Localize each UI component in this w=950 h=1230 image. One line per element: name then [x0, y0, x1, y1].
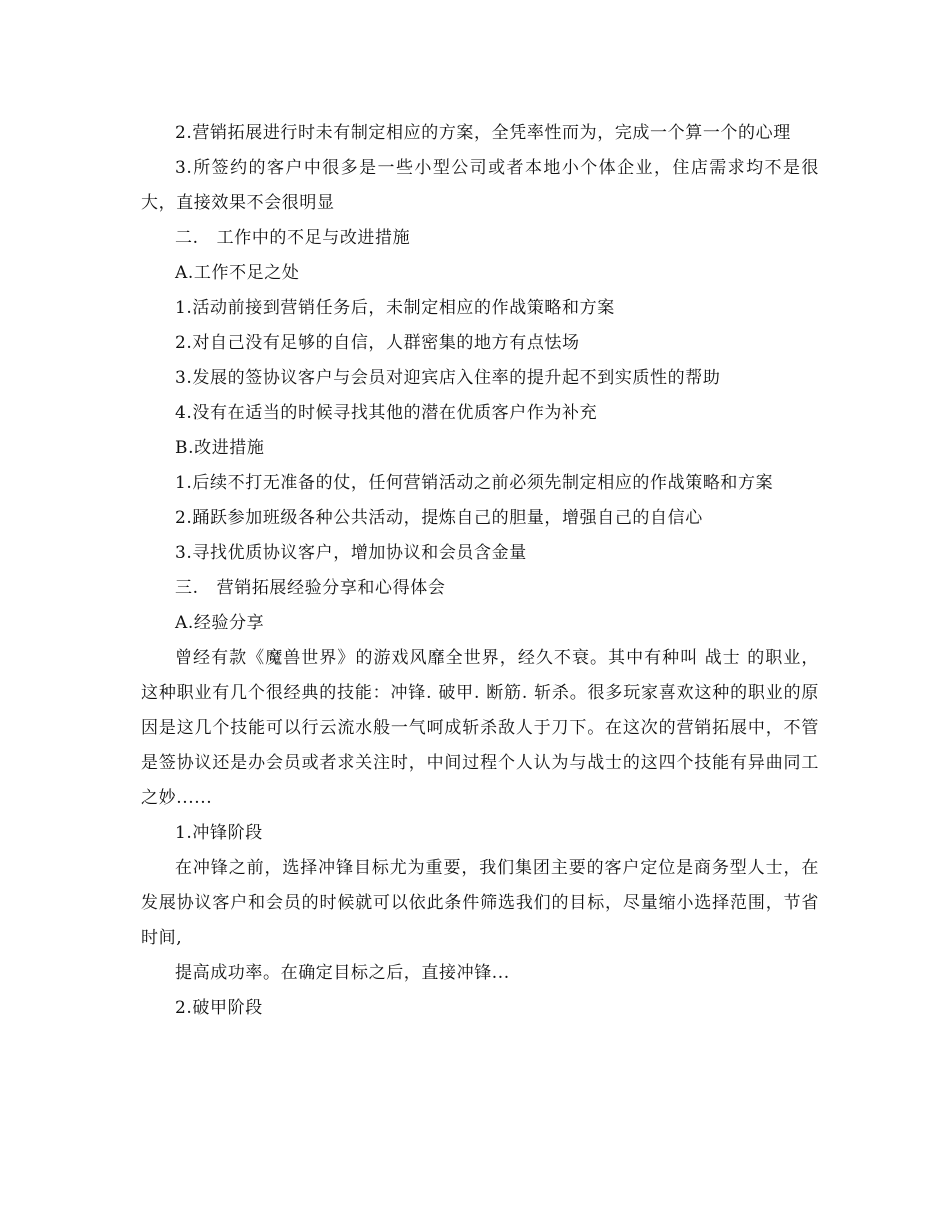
- subheading-improvements: B.改进措施: [175, 438, 265, 458]
- list-item-improvement-1: 1.后续不打无准备的仗，任何营销活动之前必须先制定相应的作战策略和方案: [175, 473, 774, 493]
- list-item-shortcoming-3: 3.发展的签协议客户与会员对迎宾店入住率的提升起不到实质性的帮助: [175, 368, 721, 388]
- paragraph-plan-lacking: 2.营销拓展进行时未有制定相应的方案，全凭率性而为，完成一个算一个的心理: [175, 123, 791, 143]
- document-body: [141, 116, 819, 1026]
- subheading-charge-stage: 1.冲锋阶段: [175, 823, 263, 843]
- section-heading-experience: 三. 营销拓展经验分享和心得体会: [175, 578, 446, 598]
- list-item-shortcoming-4: 4.没有在适当的时候寻找其他的潜在优质客户作为补充: [175, 403, 598, 423]
- subheading-armor-break-stage: 2.破甲阶段: [175, 998, 263, 1018]
- paragraph-small-clients: 3.所签约的客户中很多是一些小型公司或者本地小个体企业，住店需求均不是很大，直接效果不会很明显: [141, 158, 819, 213]
- subheading-shortcomings: A.工作不足之处: [175, 263, 300, 283]
- paragraph-charge-success: 提高成功率。在确定目标之后，直接冲锋...: [175, 963, 510, 983]
- list-item-shortcoming-1: 1.活动前接到营销任务后，未制定相应的作战策略和方案: [175, 298, 615, 318]
- subheading-experience-sharing: A.经验分享: [175, 613, 265, 633]
- list-item-shortcoming-2: 2.对自己没有足够的自信，人群密集的地方有点怯场: [175, 333, 580, 353]
- paragraph-warcraft-analogy: 曾经有款《魔兽世界》的游戏风靡全世界，经久不衰。其中有种叫 战士 的职业，这种职业有几个很经典的技能：冲锋. 破甲. 断筋. 斩杀。很多玩家喜欢这种的职业的原因是这几个技能可以行云流水般一气呵成斩杀敌人于刀下。在这次的营销拓展中，不管是签协议还是办会员或者求关注时，中间过程个人认为与战士的这四个技能有异曲同工之妙......: [141, 648, 819, 808]
- list-item-improvement-2: 2.踊跃参加班级各种公共活动，提炼自己的胆量，增强自己的自信心: [175, 508, 703, 528]
- paragraph-charge-target: 在冲锋之前，选择冲锋目标尤为重要，我们集团主要的客户定位是商务型人士，在发展协议客户和会员的时候就可以依此条件筛选我们的目标，尽量缩小选择范围，节省时间,: [141, 858, 819, 948]
- section-heading-shortcomings: 二. 工作中的不足与改进措施: [175, 228, 411, 248]
- list-item-improvement-3: 3.寻找优质协议客户，增加协议和会员含金量: [175, 543, 527, 563]
